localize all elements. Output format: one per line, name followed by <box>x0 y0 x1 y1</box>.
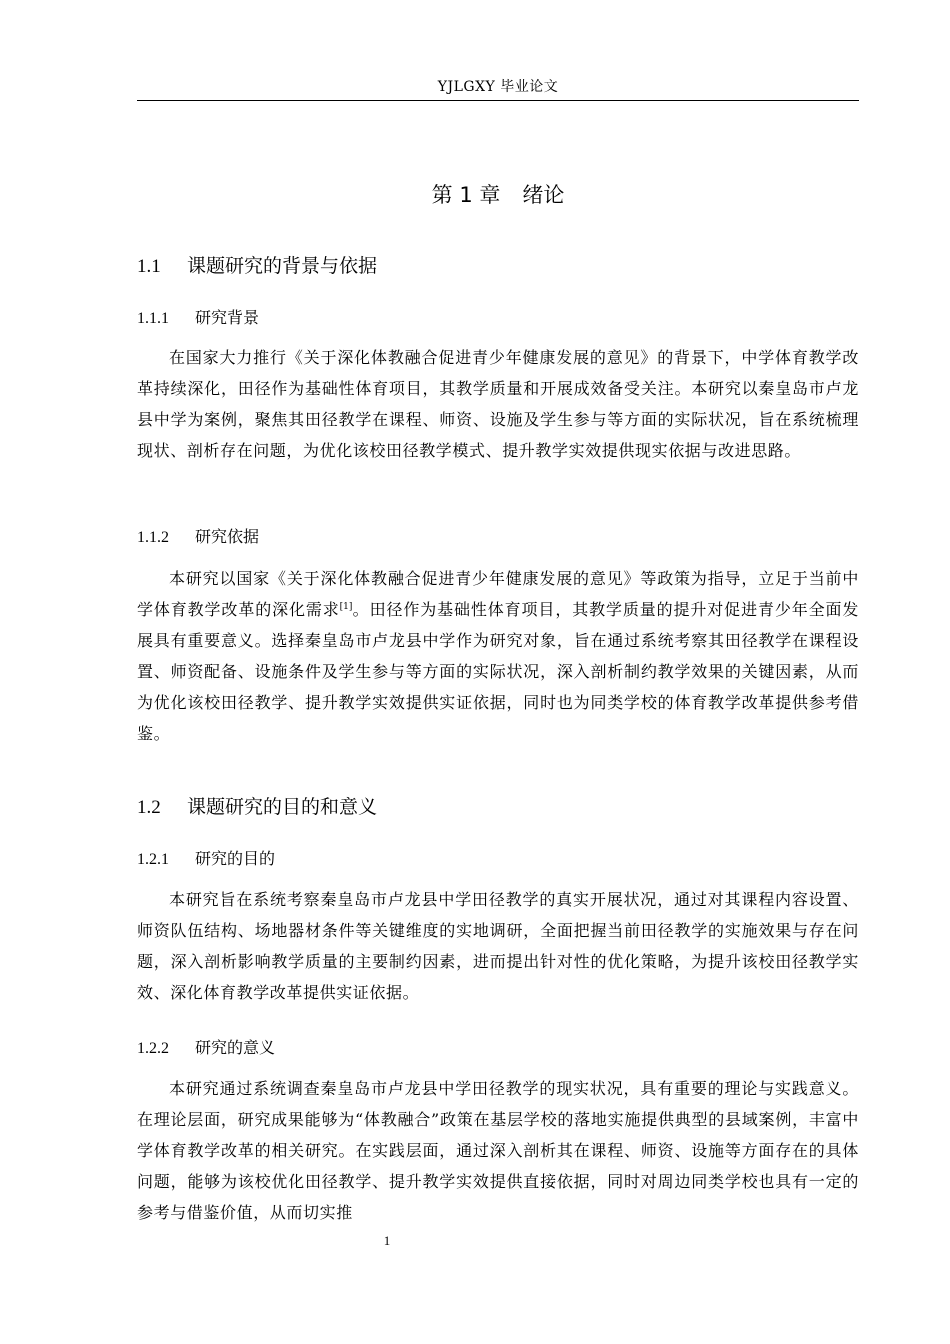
page-number: 1 <box>383 1233 391 1248</box>
section-heading-1-2 <box>137 793 377 822</box>
subsection-heading-1-2-1 <box>137 847 275 872</box>
subsection-title: 研究的意义 <box>195 1038 276 1057</box>
subsection-title: 研究背景 <box>195 308 260 327</box>
subsection-number: 1.2.1 <box>137 851 169 868</box>
section-number: 1.1 <box>137 256 161 277</box>
subsection-number: 1.1.2 <box>137 529 169 546</box>
section-number: 1.2 <box>137 797 161 818</box>
subsection-heading-1-1-1 <box>137 306 259 331</box>
subsection-title: 研究依据 <box>195 527 260 546</box>
subsection-heading-1-2-2 <box>137 1036 275 1061</box>
running-header: YJLGXY 毕业论文 <box>437 79 559 95</box>
section-title: 课题研究的目的和意义 <box>187 796 378 818</box>
chapter-name: 绪论 <box>522 183 565 207</box>
header-divider <box>137 100 859 101</box>
body-paragraph-purpose: 本研究旨在系统考察秦皇岛市卢龙县中学田径教学的真实开展状况，通过对其课程内容设置、师资队伍结构、场地器材条件等关键维度的实地调研，全面把握当前田径教学的实施效果与存在问题，深入剖析影响教学质量的主要制约因素，进而提出针对性的优化策略，为提升该校田径教学实效、深化体育教学改革提供实证依据。 <box>137 890 859 1002</box>
section-title: 课题研究的背景与依据 <box>187 255 378 277</box>
paragraph-text: 本研究以国家《关于深化体教融合促进青少年健康发展的意见》等政策为指导，立足于当前中学体育教学改革的深化需求 <box>137 569 859 619</box>
chapter-number: 第 1 章 <box>431 183 501 207</box>
subsection-number: 1.1.1 <box>137 310 169 327</box>
body-paragraph-background: 在国家大力推行《关于深化体教融合促进青少年健康发展的意见》的背景下，中学体育教学改革持续深化，田径作为基础性体育项目，其教学质量和开展成效备受关注。本研究以秦皇岛市卢龙县中学为案例，聚焦其田径教学在课程、师资、设施及学生参与等方面的实际状况，旨在系统梳理现状、剖析存在问题，为优化该校田径教学模式、提升教学实效提供现实依据与改进思路。 <box>137 348 859 460</box>
chapter-title <box>137 180 859 210</box>
subsection-heading-1-1-2 <box>137 525 259 550</box>
subsection-title: 研究的目的 <box>195 849 276 868</box>
citation-reference[interactable]: [1] <box>339 602 353 612</box>
section-heading-1-1 <box>137 252 377 281</box>
paragraph-text: 。田径作为基础性体育项目，其教学质量的提升对促进青少年全面发展具有重要意义。选择秦皇岛市卢龙县中学作为研究对象，旨在通过系统考察其田径教学在课程设置、师资配备、设施条件及学生参与等方面的实际状况，深入剖析制约教学效果的关键因素，从而为优化该校田径教学、提升教学实效提供实证依据，同时也为同类学校的体育教学改革提供参考借鉴。 <box>137 600 859 743</box>
body-paragraph-basis <box>137 563 859 749</box>
subsection-number: 1.2.2 <box>137 1040 169 1057</box>
body-paragraph-significance: 本研究通过系统调查秦皇岛市卢龙县中学田径教学的现实状况，具有重要的理论与实践意义。在理论层面，研究成果能够为“体教融合”政策在基层学校的落地实施提供典型的县域案例，丰富中学体育教学改革的相关研究。在实践层面，通过深入剖析其在课程、师资、设施等方面存在的具体问题，能够为该校优化田径教学、提升教学实效提供直接依据，同时对周边同类学校也具有一定的参考与借鉴价值，从而切实推 <box>137 1079 859 1222</box>
